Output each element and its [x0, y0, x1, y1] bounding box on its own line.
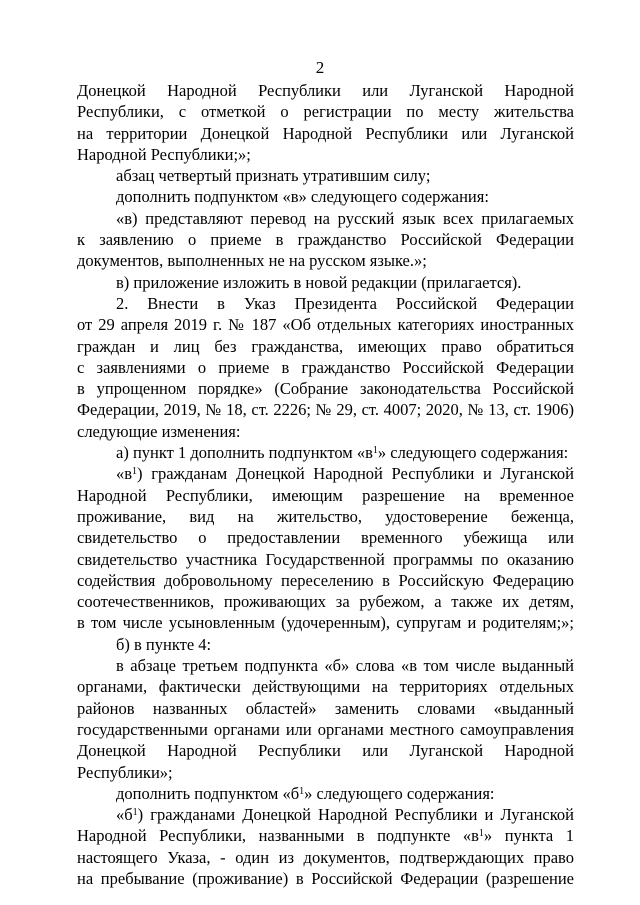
text-line: [77, 762, 574, 783]
text-line: [77, 740, 574, 761]
text-line: [77, 399, 574, 420]
text-line: [77, 208, 574, 229]
line-text: абзац четвертый признать утратившим силу;: [116, 166, 431, 186]
line-text: свидетельство участника Государственной программы по оказанию: [77, 549, 574, 569]
text-line: [77, 825, 574, 846]
page-number: 2: [315, 58, 325, 77]
text-line: [77, 186, 574, 207]
text-line: [77, 676, 574, 697]
line-text: б) в пункте 4:: [116, 634, 212, 654]
line-text: документов, выполненных не на русском языке.»;: [77, 251, 427, 271]
text-line: [77, 80, 574, 101]
line-text: Народной Республики, названными в подпункте «в: [77, 826, 479, 846]
text-line: [77, 101, 574, 122]
line-text: на территории Донецкой Народной Республики или Луганской: [77, 123, 574, 143]
line-text: следующие изменения:: [77, 421, 241, 441]
line-text: дополнить подпунктом «в» следующего содержания:: [116, 187, 489, 207]
text-line: [77, 847, 574, 868]
line-text: настоящего Указа, - один из документов, подтверждающих право: [77, 847, 574, 867]
line-text: содействия добровольному переселению в Российскую Федерацию: [77, 570, 574, 590]
superscript: 1: [132, 466, 138, 478]
text-line: [77, 314, 574, 335]
text-line: [77, 357, 574, 378]
text-line: [77, 698, 574, 719]
superscript: 1: [299, 785, 305, 797]
line-text: Республики»;: [77, 762, 173, 782]
line-text: Донецкой Народной Республики или Луганской Народной: [77, 81, 574, 100]
line-text: Народной Республики;»;: [77, 144, 251, 164]
line-text: 2. Внести в Указ Президента Российской Федерации: [116, 293, 574, 313]
text-line: [77, 506, 574, 527]
line-text: органами, фактически действующими на территориях отдельных: [77, 677, 574, 697]
line-text: от 29 апреля 2019 г. № 187 «Об отдельных категориях иностранных: [77, 315, 574, 335]
text-line: [77, 549, 574, 570]
text-line: [77, 336, 574, 357]
line-text: в) приложение изложить в новой редакции (прилагается).: [116, 272, 522, 292]
text-line: [77, 165, 574, 186]
line-text: в абзаце третьем подпункта «б» слова «в том числе выданный: [116, 656, 574, 676]
text-line: [77, 804, 574, 825]
text-line: [77, 634, 574, 655]
text-line: [77, 527, 574, 548]
text-line: [77, 421, 574, 442]
line-text: Народной Республики, имеющим разрешение на временное: [77, 485, 574, 505]
line-text: с заявлениями о приеме в гражданство Российской Федерации: [77, 357, 574, 377]
text-line: [77, 719, 574, 740]
text-line: [77, 783, 574, 804]
line-text: Республики, с отметкой о регистрации по месту жительства: [77, 102, 574, 122]
text-line: [77, 229, 574, 250]
text-line: [77, 293, 574, 314]
text-line: [77, 442, 574, 463]
line-text-continued: ) гражданам Донецкой Народной Республики и Луганской: [137, 464, 574, 484]
document-body: [77, 80, 574, 889]
text-line: [77, 378, 574, 399]
line-text: проживание, вид на жительство, удостоверение беженца,: [77, 506, 574, 526]
line-text: Федерации, 2019, № 18, ст. 2226; № 29, ст. 4007; 2020, № 13, ст. 1906): [77, 400, 574, 420]
text-line: [77, 144, 574, 165]
line-text-continued: » пункта 1: [483, 826, 574, 846]
line-text: в том числе усыновленным (удочеренным), супругам и родителям;»;: [77, 613, 574, 633]
line-text-continued: » следующего содержания:: [304, 783, 495, 803]
line-text: районов названных областей» заменить словами «выданный: [77, 698, 574, 718]
superscript: 1: [372, 445, 378, 457]
line-text: на пребывание (проживание) в Российской Федерации (разрешение: [77, 868, 574, 888]
line-text: государственными органами или органами местного самоуправления: [77, 719, 574, 739]
line-text-continued: » следующего содержания:: [377, 443, 569, 463]
line-text: свидетельство о предоставлении временного убежища или: [77, 528, 574, 548]
line-text: а) пункт 1 дополнить подпунктом «в: [116, 443, 373, 463]
line-text-continued: ) гражданами Донецкой Народной Республики и Луганской: [137, 805, 574, 825]
line-text: дополнить подпунктом «б: [116, 783, 300, 803]
line-text: соотечественников, проживающих за рубежом, а также их детям,: [77, 592, 574, 612]
text-line: [77, 655, 574, 676]
line-text: Донецкой Народной Республики или Луганской Народной: [77, 741, 574, 761]
text-line: [77, 250, 574, 271]
text-line: [77, 570, 574, 591]
text-line: [77, 272, 574, 293]
text-line: [77, 123, 574, 144]
superscript: 1: [132, 807, 138, 819]
line-text: граждан и лиц без гражданства, имеющих право обратиться: [77, 336, 574, 356]
text-line: [77, 868, 574, 889]
text-line: [77, 485, 574, 506]
line-text: к заявлению о приеме в гражданство Российской Федерации: [77, 230, 574, 250]
superscript: 1: [478, 828, 484, 840]
line-text: в упрощенном порядке» (Собрание законодательства Российской: [77, 379, 574, 399]
line-text: «в: [116, 464, 133, 484]
line-text: «б: [116, 805, 133, 825]
text-line: [77, 463, 574, 484]
text-line: [77, 591, 574, 612]
text-line: [77, 612, 574, 633]
line-text: «в) представляют перевод на русский язык всех прилагаемых: [116, 208, 574, 228]
